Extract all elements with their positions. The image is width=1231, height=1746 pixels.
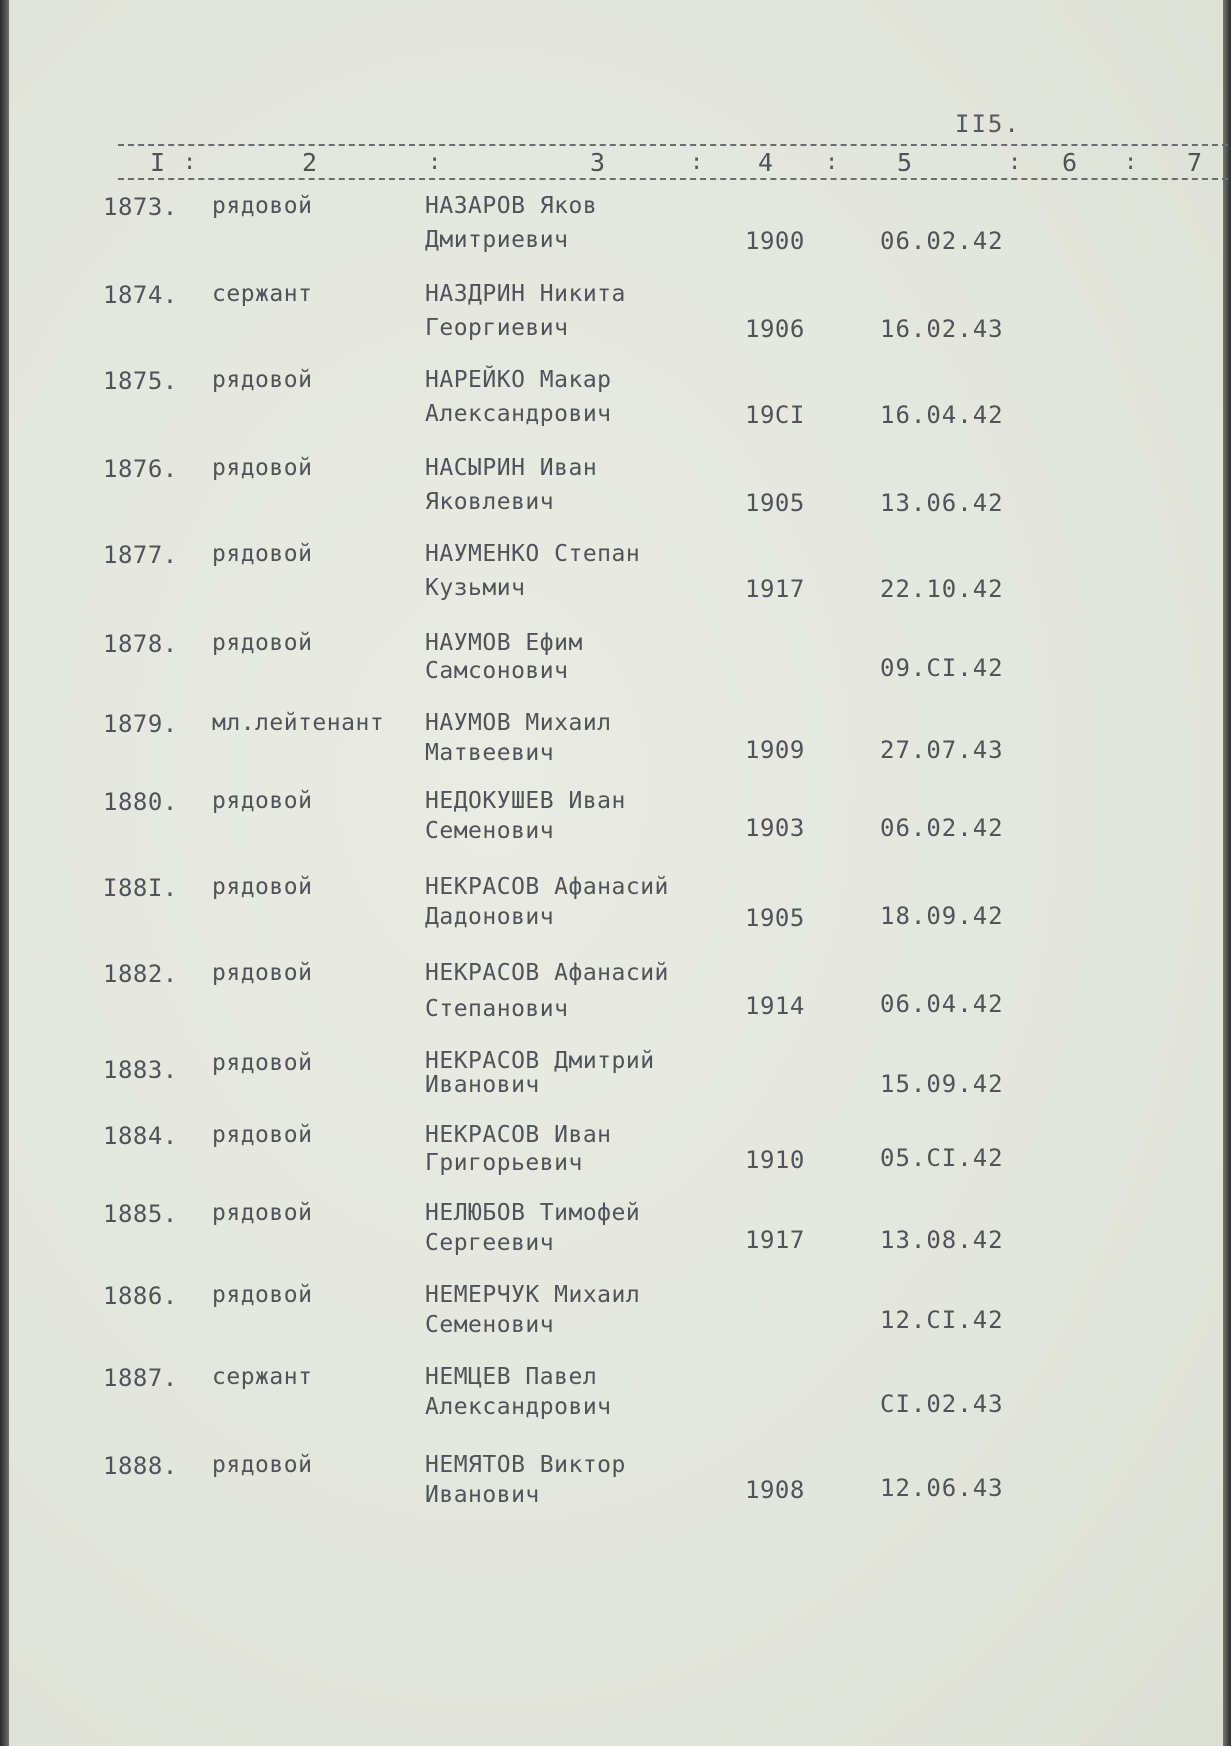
record-date: 16.04.42 [880, 401, 1004, 429]
record-patronymic: Самсонович [425, 658, 569, 684]
record-number: 1888. [103, 1452, 178, 1480]
record-birth-year: 1917 [745, 1226, 805, 1254]
record-number: 1885. [103, 1200, 178, 1228]
record-patronymic: Иванович [425, 1482, 540, 1508]
record-number: 1876. [103, 455, 178, 483]
record-rank: рядовой [212, 193, 313, 219]
record-number: 1887. [103, 1364, 178, 1392]
record-number: 1875. [103, 367, 178, 395]
record-rank: рядовой [212, 455, 313, 481]
record-surname-name: НАСЫРИН Иван [425, 455, 598, 481]
record-date: 06.02.42 [880, 227, 1004, 255]
record-surname-name: НАУМЕНКО Степан [425, 541, 641, 567]
record-number: 1878. [103, 630, 178, 658]
record-date: 06.04.42 [880, 990, 1004, 1018]
record-date: 22.10.42 [880, 575, 1004, 603]
record-patronymic: Яковлевич [425, 489, 555, 515]
record-number: 1884. [103, 1122, 178, 1150]
record-rank: сержант [212, 1364, 313, 1390]
record-birth-year: 1905 [745, 904, 805, 932]
record-row [0, 541, 1231, 621]
record-rank: мл.лейтенант [212, 710, 385, 736]
record-row [0, 1282, 1231, 1362]
record-birth-year: 1910 [745, 1146, 805, 1174]
record-birth-year: 1905 [745, 489, 805, 517]
record-date: 12.06.43 [880, 1474, 1004, 1502]
record-row [0, 1200, 1231, 1280]
record-row [0, 630, 1231, 710]
record-patronymic: Дмитриевич [425, 227, 569, 253]
column-separator: : [1124, 150, 1138, 175]
record-rank: рядовой [212, 1122, 313, 1148]
record-number: 1873. [103, 193, 178, 221]
record-patronymic: Дадонович [425, 904, 555, 930]
record-birth-year: 1903 [745, 814, 805, 842]
record-rank: рядовой [212, 960, 313, 986]
record-number: 1886. [103, 1282, 178, 1310]
record-row [0, 1122, 1231, 1202]
record-birth-year: 1914 [745, 992, 805, 1020]
record-surname-name: НЕМЦЕВ Павел [425, 1364, 598, 1390]
column-header-2: 2 [302, 148, 318, 177]
record-row [0, 1048, 1231, 1128]
record-row [0, 710, 1231, 790]
record-patronymic: Георгиевич [425, 315, 569, 341]
record-patronymic: Александрович [425, 401, 612, 427]
column-header-1: I [150, 148, 166, 177]
record-row [0, 874, 1231, 954]
record-number: 1880. [103, 788, 178, 816]
record-row [0, 281, 1231, 361]
column-separator: : [428, 150, 442, 175]
record-number: 1882. [103, 960, 178, 988]
record-date: 16.02.43 [880, 315, 1004, 343]
record-number: 1883. [103, 1056, 178, 1084]
record-date: 27.07.43 [880, 736, 1004, 764]
record-surname-name: НЕМЕРЧУК Михаил [425, 1282, 641, 1308]
record-patronymic: Александрович [425, 1394, 612, 1420]
record-row [0, 960, 1231, 1040]
record-patronymic: Григорьевич [425, 1150, 583, 1176]
record-row [0, 193, 1231, 273]
record-number: I88I. [103, 874, 178, 902]
column-header-5: 5 [897, 148, 913, 177]
record-number: 1879. [103, 710, 178, 738]
record-birth-year: 1909 [745, 736, 805, 764]
record-rank: рядовой [212, 874, 313, 900]
record-birth-year: 1900 [745, 227, 805, 255]
record-rank: рядовой [212, 541, 313, 567]
header-divider-top [118, 144, 1228, 146]
record-surname-name: НЕКРАСОВ Дмитрий [425, 1048, 655, 1074]
record-number: 1877. [103, 541, 178, 569]
record-date: 12.CI.42 [880, 1306, 1004, 1334]
record-surname-name: НАРЕЙКО Макар [425, 367, 612, 393]
record-rank: сержант [212, 281, 313, 307]
record-surname-name: НЕДОКУШЕВ Иван [425, 788, 626, 814]
record-rank: рядовой [212, 1452, 313, 1478]
record-surname-name: НЕМЯТОВ Виктор [425, 1452, 626, 1478]
record-surname-name: НЕЛЮБОВ Тимофей [425, 1200, 641, 1226]
record-surname-name: НАУМОВ Ефим [425, 630, 583, 656]
record-date: 15.09.42 [880, 1070, 1004, 1098]
record-rank: рядовой [212, 1282, 313, 1308]
record-rank: рядовой [212, 1050, 313, 1076]
record-date: 13.06.42 [880, 489, 1004, 517]
record-surname-name: НАЗДРИН Никита [425, 281, 626, 307]
column-header-3: 3 [590, 148, 606, 177]
page-number: II5. [955, 110, 1021, 138]
column-header-4: 4 [758, 148, 774, 177]
record-patronymic: Семенович [425, 1312, 555, 1338]
record-row [0, 1364, 1231, 1444]
record-rank: рядовой [212, 630, 313, 656]
record-birth-year: 19СI [745, 401, 805, 429]
record-date: 05.CI.42 [880, 1144, 1004, 1172]
record-row [0, 455, 1231, 535]
record-patronymic: Семенович [425, 818, 555, 844]
record-rank: рядовой [212, 367, 313, 393]
record-birth-year: 1917 [745, 575, 805, 603]
column-separator: : [825, 150, 839, 175]
record-date: 06.02.42 [880, 814, 1004, 842]
record-surname-name: НАУМОВ Михаил [425, 710, 612, 736]
record-date: 09.CI.42 [880, 654, 1004, 682]
record-patronymic: Кузьмич [425, 575, 526, 601]
record-surname-name: НЕКРАСОВ Иван [425, 1122, 612, 1148]
record-patronymic: Степанович [425, 996, 569, 1022]
record-surname-name: НЕКРАСОВ Афанасий [425, 874, 669, 900]
record-birth-year: 1906 [745, 315, 805, 343]
record-date: 13.08.42 [880, 1226, 1004, 1254]
record-rank: рядовой [212, 788, 313, 814]
record-birth-year: 1908 [745, 1476, 805, 1504]
record-patronymic: Матвеевич [425, 740, 555, 766]
record-row [0, 788, 1231, 868]
record-row [0, 367, 1231, 447]
column-header-7: 7 [1187, 148, 1203, 177]
record-date: CI.02.43 [880, 1390, 1004, 1418]
header-divider-bottom [118, 178, 1228, 180]
record-date: 18.09.42 [880, 902, 1004, 930]
record-surname-name: НАЗАРОВ Яков [425, 193, 598, 219]
column-separator: : [183, 150, 197, 175]
column-separator: : [1008, 150, 1022, 175]
record-surname-name: НЕКРАСОВ Афанасий [425, 960, 669, 986]
column-header-6: 6 [1062, 148, 1078, 177]
column-separator: : [690, 150, 704, 175]
record-row [0, 1452, 1231, 1532]
record-number: 1874. [103, 281, 178, 309]
record-patronymic: Иванович [425, 1072, 540, 1098]
record-rank: рядовой [212, 1200, 313, 1226]
record-patronymic: Сергеевич [425, 1230, 555, 1256]
